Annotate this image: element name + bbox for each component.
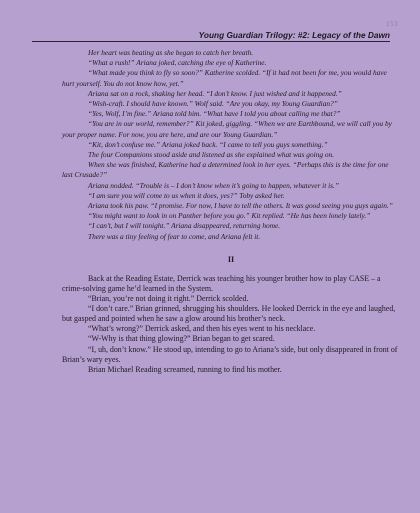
- paragraph: Ariana nodded. “Trouble is – I don’t know when it’s going to happen, whatever it is.”: [88, 180, 339, 190]
- paragraph: “What a rush!” Ariana joked, catching the eye of Katherine.: [88, 58, 267, 68]
- paragraph: “I don’t care.” Brian grinned, shrugging his shoulders. He looked Derrick in the eye and laughed, but gasped and pointed when he saw a glow around his brother’s neck.: [62, 304, 396, 324]
- paragraph: “What’s wrong?” Derrick asked, and then his eyes went to his necklace.: [88, 324, 316, 334]
- paragraph: “You might want to look in on Panther before you go.” Kit replied. “He has been lonely lately.”: [88, 211, 371, 221]
- page-number: 153: [386, 20, 398, 28]
- paragraph: Ariana sat on a rock, shaking her head. “I don’t know. I just wished and it happened.”: [88, 88, 342, 98]
- roman-passage: [62, 274, 400, 375]
- italic-passage: [62, 48, 400, 242]
- header-rule: [32, 41, 390, 42]
- running-header: Young Guardian Trilogy: #2: Legacy of the Dawn: [198, 30, 390, 40]
- paragraph: The four Companions stood aside and listened as she explained what was going on.: [88, 150, 335, 160]
- paragraph: “Brian, you’re not doing it right.” Derrick scolded.: [88, 294, 249, 304]
- paragraph: “Wish-craft. I should have known.” Wolf said. “Are you okay, my Young Guardian?”: [88, 99, 338, 109]
- paragraph: “What made you think to fly so soon?” Katherine scolded. “If it had not been for me, you would have hurt yourself. You do not know how, yet.”: [62, 68, 387, 88]
- paragraph: “W-Why is that thing glowing?” Brian began to get scared.: [88, 334, 275, 344]
- paragraph: Back at the Reading Estate, Derrick was teaching his younger brother how to play CASE – a crime-solving game he’d learned in the System.: [62, 273, 381, 293]
- page-body: [62, 48, 400, 375]
- paragraph: Brian Michael Reading screamed, running to find his mother.: [88, 364, 282, 374]
- paragraph: “Yes, Wolf, I’m fine.” Ariana told him. “What have I told you about calling me that?”: [88, 109, 341, 119]
- paragraph: “I can’t, but I will tonight.” Ariana disappeared, returning home.: [88, 221, 281, 231]
- paragraph: “You are in our world, remember?” Kit joked, giggling. “When we are Earthbound, we will call you by your proper name. For now, you are here, and are our Young Guardian.”: [62, 119, 392, 139]
- paragraph: When she was finished, Katherine had a determined look in her eyes. “Perhaps this is the time for one last Crusade?”: [62, 160, 389, 180]
- paragraph: “I am sure you will come to us when it does, yes?” Toby asked her.: [88, 190, 285, 200]
- paragraph: “I, uh, don’t know.” He stood up, intending to go to Ariana’s side, but only disappeared in front of Brian’s wary eyes.: [62, 344, 398, 364]
- paragraph: There was a tiny feeling of fear to come, and Ariana felt it.: [88, 231, 261, 241]
- paragraph: “Kit, don’t confuse me.” Ariana joked back. “I came to tell you guys something.”: [88, 139, 328, 149]
- section-marker: II: [227, 254, 235, 264]
- paragraph: Her heart was beating as she began to catch her breath.: [88, 48, 254, 57]
- paragraph: Ariana took his paw. “I promise. For now, I have to tell the others. It was good seeing you guys again.”: [88, 201, 393, 211]
